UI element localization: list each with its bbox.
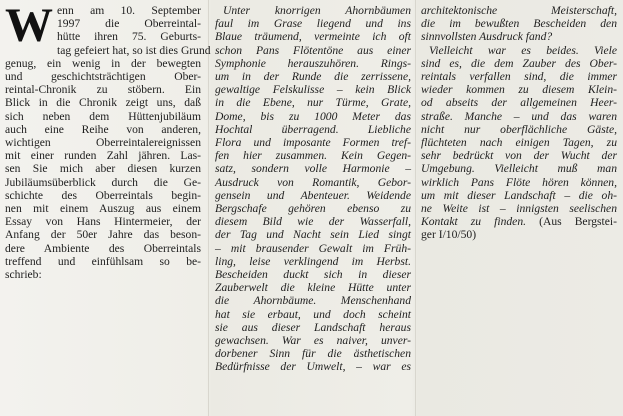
text-line: straße. Manche – und das waren — [421, 109, 617, 123]
text-line: Anfang der 50er Jahre das beson- — [5, 228, 201, 242]
text-line: dorbener Sinn für die ästhetischen — [215, 347, 411, 361]
text-line: Jubiläumsüberblick durch die Ge- — [5, 175, 201, 189]
text-line: od abseits der allgemeinen Heer- — [421, 96, 617, 110]
text-line: dere Ambiente des Oberreintals — [5, 241, 201, 255]
text-line: hütte ihren 75. Geburts- — [57, 30, 201, 44]
text-line: diesem Bild wie der Wasserfall, — [215, 215, 411, 229]
text-line: Zauberwelt die kleine Hütte unter — [215, 281, 411, 295]
text-line: sie aus dieser Landschaft heraus — [215, 320, 411, 334]
article-column-1 — [5, 0, 211, 282]
text-line: nen mit einem Auszug aus einem — [5, 202, 201, 216]
text-line: Flora und imposante Formen tref- — [215, 136, 411, 150]
text-line: – mit brausender Gewalt im Früh- — [215, 241, 411, 255]
text-line: hat sie erbaut, und doch scheint — [215, 307, 411, 321]
article-column-3 — [421, 4, 617, 242]
text-line: Hochtal überragend. Liebliche — [215, 122, 411, 136]
text-line: treffend und einfühlsam so be- — [5, 254, 201, 268]
text-line: mit einer runden Zahl jähren. Las- — [5, 149, 201, 163]
column-divider — [208, 0, 209, 416]
quote-end: Kontakt zu finden. — [421, 215, 527, 229]
text-line: sich neben dem Hüttenjubiläum — [5, 109, 201, 123]
drop-cap: W — [5, 0, 53, 52]
text-line: schrieb: — [5, 268, 42, 282]
text-line: um mit dieser Landschaft – die oh- — [421, 188, 617, 202]
text-line — [421, 215, 617, 228]
text-line: enn am 10. September — [57, 4, 201, 17]
text-line: wieder kommen zu diesem Klein- — [421, 83, 617, 97]
text-line: fen hier zusammen. Kein Gegen- — [215, 149, 411, 163]
text-line: gewaltige Felskulisse – kein Blick — [215, 83, 411, 97]
text-line: genug, ein wenig in der bewegten — [5, 56, 201, 70]
text-line: nicht nur oberflächliche Gäste, — [421, 122, 617, 136]
text-line: tag gefeiert hat, so ist dies Grund — [57, 43, 211, 57]
text-line: Vielleicht war es beides. Viele — [429, 43, 617, 57]
text-line: Bergschafe gehören ebenso zu — [215, 202, 411, 216]
source-citation: (Aus Bergstei- — [526, 215, 617, 229]
text-line: sind es, die dem Zauber des Ober- — [421, 56, 617, 70]
source-citation-end: ger I/10/50) — [421, 228, 477, 242]
text-line: die im bewußten Bescheiden den — [421, 17, 617, 31]
text-line: in die Ebene, nur Türme, Grate, — [215, 96, 411, 110]
text-line: schon Pans Flötentöne aus einer — [215, 43, 411, 57]
column-divider — [415, 0, 416, 416]
text-line: sen Sie mich aber diesen kurzen — [5, 162, 201, 176]
text-line: sinnvollsten Ausdruck fand? — [421, 30, 553, 44]
text-line: wichtigen Oberreintalereignissen — [5, 136, 201, 150]
text-line: flüchteten nach einigen Tagen, zu — [421, 136, 617, 150]
text-line: Blick in die Chronik zeigt uns, daß — [5, 96, 201, 110]
text-line: der Tag und Nacht sein Lied singt — [215, 228, 411, 242]
text-line: wirklich Pans Flöte hören können, — [421, 175, 617, 189]
text-line: Unter knorrigen Ahornbäumen — [223, 4, 411, 17]
text-line: Blaue träumend, vermeinte ich oft — [215, 30, 411, 44]
text-line: Umgebung. Vielleicht muß man — [421, 162, 617, 176]
text-line: gensein und Abenteuer. Weidende — [215, 188, 411, 202]
text-line: Dome, bis zu 1000 Meter das — [215, 109, 411, 123]
text-line: und geschichtsträchtigen Ober- — [5, 70, 201, 84]
text-line: Ausdruck von Romantik, Gebor- — [215, 175, 411, 189]
text-line: reintal-Chronik zu stöbern. Ein — [5, 83, 201, 97]
text-line: um in der Runde die zerrissene, — [215, 70, 411, 84]
text-line: schichte des Oberreintals begin- — [5, 188, 201, 202]
article-column-2 — [215, 4, 411, 374]
text-line: gewachsen. War es naiver, unver- — [215, 334, 411, 348]
text-line: 1997 die Oberreintal- — [57, 17, 201, 31]
text-line: Bedürfnisse der Umwelt, – war es — [215, 360, 411, 374]
text-line: sehr bedrückt von der Wucht der — [421, 149, 617, 163]
text-line: faul im Grase liegend und ins — [215, 17, 411, 31]
text-line: auch eine Reihe von anderen, — [5, 122, 201, 136]
text-line: Symphonie herauszuhören. Rings- — [215, 56, 411, 70]
text-line: ne Weite ist – innigsten seelischen — [421, 202, 617, 216]
text-line: die Ahornbäume. Menschenhand — [215, 294, 411, 308]
text-line: ling, leise verklingend im Herbst. — [215, 254, 411, 268]
text-line: satz, sondern volle Harmonie – — [215, 162, 411, 176]
text-line: reintals verfallen sind, die immer — [421, 70, 617, 84]
text-line: architektonische Meisterschaft, — [421, 4, 617, 17]
text-line: Essay von Hans Hintermeier, der — [5, 215, 201, 229]
text-line: Bescheiden duckt sich in dieser — [215, 268, 411, 282]
